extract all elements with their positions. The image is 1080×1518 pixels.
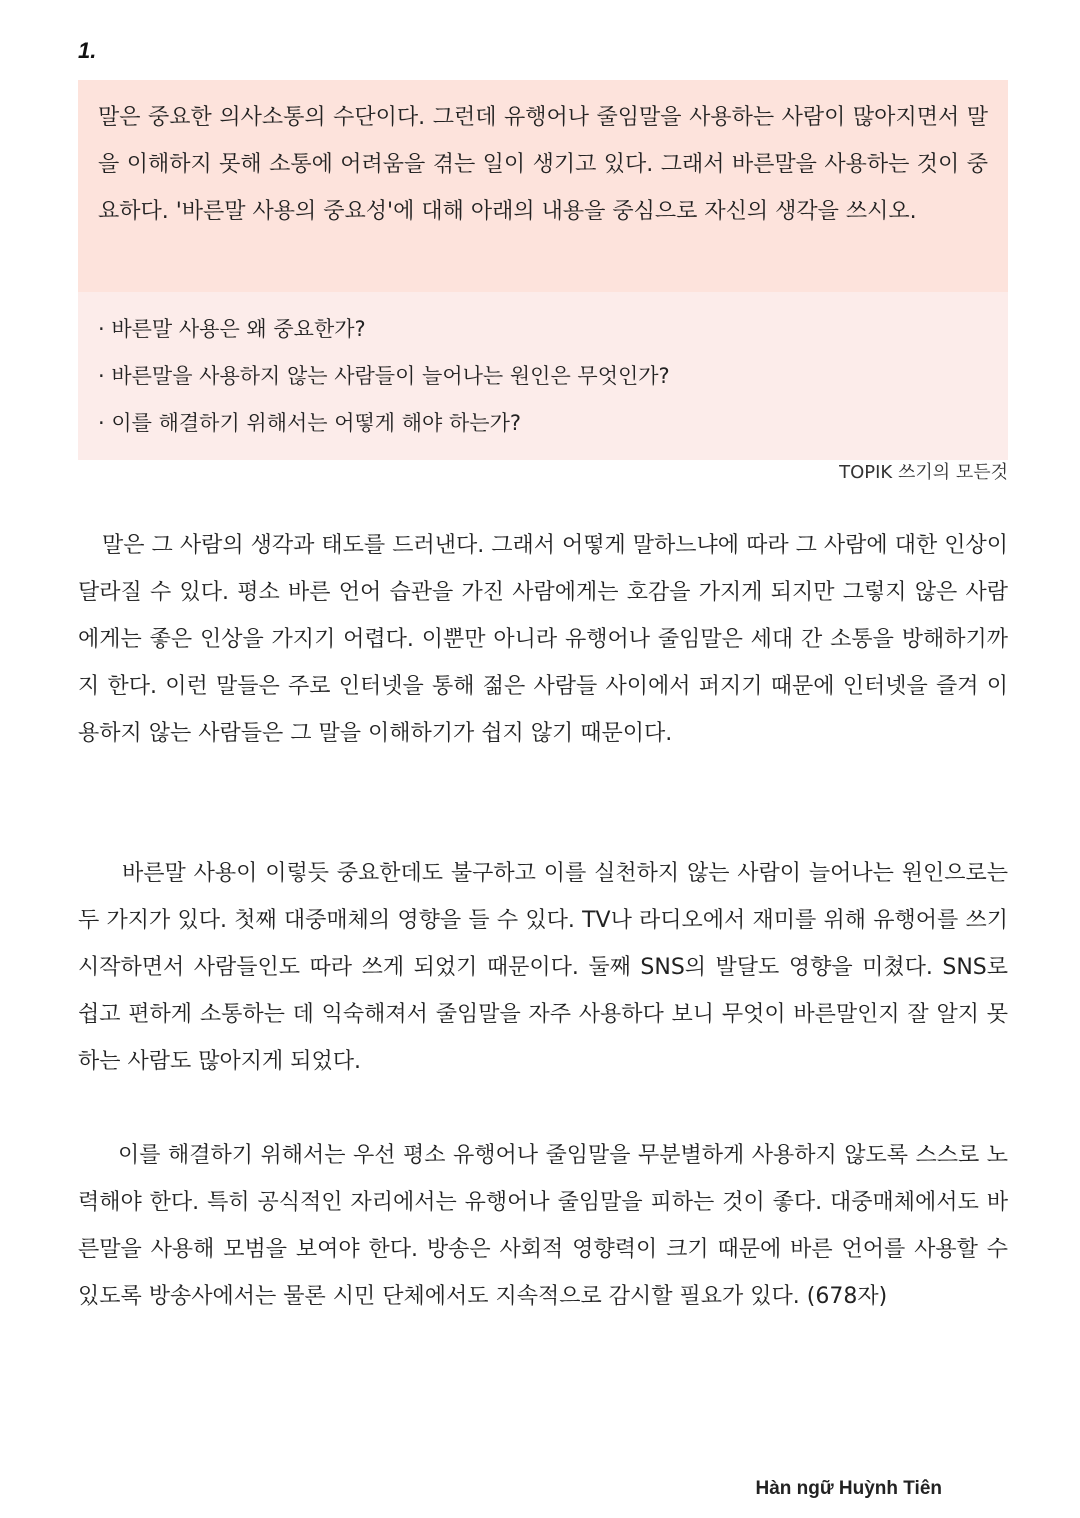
guide-item: · 바른말을 사용하지 않는 사람들이 늘어나는 원인은 무엇인가? xyxy=(98,364,670,388)
question-number: 1. xyxy=(78,38,97,63)
essay-paragraph: 바른말 사용이 이렇듯 중요한데도 불구하고 이를 실천하지 않는 사람이 늘어나는 원인으로는 두 가지가 있다. 첫째 대중매체의 영향을 들 수 있다. TV나 라디오에서 재미를 위해 유행어를 쓰기 시작하면서 사람들인도 따라 쓰게 되었기 때문이다. 둘째 SNS의 발달도 영향을 미쳤다. SNS로 쉽고 편하게 소통하는 데 익숙해져서 줄임말을 자주 사용하다 보니 무엇이 바른말인지 잘 알지 못하는 사람도 많아지게 되었다. xyxy=(78,861,1008,1074)
author-credit: Hàn ngữ Huỳnh Tiên xyxy=(755,1478,942,1499)
guide-item: · 바른말 사용은 왜 중요한가? xyxy=(98,317,366,341)
prompt-box xyxy=(78,80,1008,292)
guide-item: · 이를 해결하기 위해서는 어떻게 해야 하는가? xyxy=(98,411,522,435)
essay-paragraph: 말은 그 사람의 생각과 태도를 드러낸다. 그래서 어떻게 말하느냐에 따라 그 사람에 대한 인상이 달라질 수 있다. 평소 바른 언어 습관을 가진 사람에게는 호감을 가지게 되지만 그렇지 않은 사람에게는 좋은 인상을 가지기 어렵다. 이뿐만 아니라 유행어나 줄임말은 세대 간 소통을 방해하기까지 한다. 이런 말들은 주로 인터넷을 통해 젊은 사람들 사이에서 퍼지기 때문에 인터넷을 즐겨 이용하지 않는 사람들은 그 말을 이해하기가 쉽지 않기 때문이다. xyxy=(78,533,1008,746)
essay-paragraph: 이를 해결하기 위해서는 우선 평소 유행어나 줄임말을 무분별하게 사용하지 않도록 스스로 노력해야 한다. 특히 공식적인 자리에서는 유행어나 줄임말을 피하는 것이 좋다. 대중매체에서도 바른말을 사용해 모범을 보여야 한다. 방송은 사회적 영향력이 크기 때문에 바른 언어를 사용할 수 있도록 방송사에서는 물론 시민 단체에서도 지속적으로 감시할 필요가 있다. (678자) xyxy=(78,1143,1008,1309)
source-label: TOPIK 쓰기의 모든것 xyxy=(839,462,1008,483)
prompt-text: 말은 중요한 의사소통의 수단이다. 그런데 유행어나 줄임말을 사용하는 사람이 많아지면서 말을 이해하지 못해 소통에 어려움을 겪는 일이 생기고 있다. 그래서 바른말을 사용하는 것이 중요하다. '바른말 사용의 중요성'에 대해 아래의 내용을 중심으로 자신의 생각을 쓰시오. xyxy=(98,105,988,224)
guide-box xyxy=(78,292,1008,460)
